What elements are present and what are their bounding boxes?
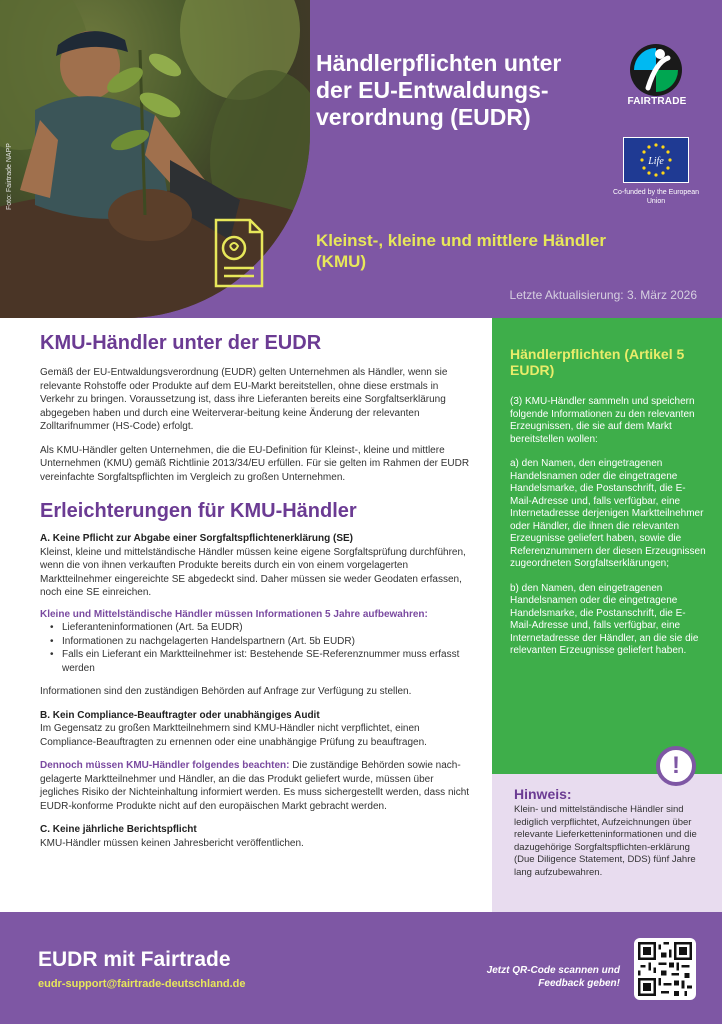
document-coin-icon xyxy=(212,218,264,288)
b-note-lead: Dennoch müssen KMU-Händler folgendes beachten: xyxy=(40,760,290,771)
header-banner xyxy=(0,0,722,318)
eu-life-logo xyxy=(623,137,689,183)
list-item: • Informationen zu nachgelagerten Handelspartnern (Art. 5b EUDR) xyxy=(48,635,470,649)
sidebar-text xyxy=(510,396,706,670)
eu-cofunded-caption: Co-funded by the European Union xyxy=(612,189,699,205)
retention-note: Informationen sind den zuständigen Behörden auf Anfrage zur Verfügung zu stellen. xyxy=(40,686,412,697)
page-title: Händlerpflichten unter der EU-Entwaldungs-verordnung (EUDR) xyxy=(316,50,562,130)
retention-heading: Kleine und Mittelständische Händler müssen Informationen 5 Jahre aufbewahren: xyxy=(40,608,428,620)
sidebar-obligations xyxy=(492,318,722,774)
qr-code-icon[interactable] xyxy=(634,938,696,1000)
main-content xyxy=(40,330,470,850)
footer-title: EUDR mit Fairtrade xyxy=(38,948,231,971)
last-update: Letzte Aktualisierung: 3. März 2026 xyxy=(509,288,697,302)
sidebar-paragraph: b) den Namen, den eingetragenen Handelsnamen oder die eingetragene Handelsmarke, die Postanschrift, die E-Mail-Adresse und, falls verfügbar, eine Internetadresse der Händler, an die sie die relevanten Erzeugnisse geliefert haben. xyxy=(510,582,699,656)
eu-life-text: Life xyxy=(648,156,664,167)
paragraph-c: KMU-Händler müssen keinen Jahresbericht veröffentlichen. xyxy=(40,837,304,849)
qr-call-to-action: Jetzt QR-Code scannen und Feedback geben! xyxy=(486,965,620,989)
paragraph-a: Kleinst, kleine und mittelständische Händler müssen keine eigene Sorgfaltsprüfung durchführen, wenn die von ihnen verkauften Produkte bereits durch ein von einem vorgelagerten Marktteilnehmer eingereichte SE abgedeckt sind. Daher müssen sie weder Geodaten erfassen, noch eine SE einreichen. xyxy=(40,546,466,598)
paragraph-b: Im Gegensatz zu großen Marktteilnehmern sind KMU-Händler nicht verpflichtet, einen Compliance-Beauftragten zu ernennen oder eine unabhängige Prüfung zu beauftragen. xyxy=(40,723,427,748)
heading-a: A. Keine Pflicht zur Abgabe einer Sorgfaltspflichtenerklärung (SE) xyxy=(40,533,354,544)
paragraph-kmu-definition: Als KMU-Händler gelten Unternehmen, die die EU-Definition für Kleinst-, kleine und mittlere Unternehmen (KMU) gemäß Richtlinie 2013/34/EU erfüllen. Für sie gelten im Rahmen der EUDR vereinfachte Sorgfaltspflichten im Vergleich zu großen Unternehmen. xyxy=(40,444,470,483)
sidebar-paragraph: a) den Namen, den eingetragenen Handelsnamen oder die eingetragene Handelsmarke, die Postanschrift, die E-Mail-Adresse und, falls verfügbar, eine Internetadresse derjenigen Marktteilnehmer oder Händler, die ihnen die relevanten Erzeugnisse geliefert haben, sowie die Referenznummern der diesen Erzeugnissen zugeordneten Sorgfaltserklärungen; xyxy=(510,458,706,569)
hint-text: Klein- und mittelständische Händler sind lediglich verpflichtet, Aufzeichnungen über relevante Lieferketteninformationen und die dazugehörige Sorgfaltspflichten-erklärung (Due Diligence Statement, DDS) fünf Jahre lang aufzubewahren. xyxy=(514,804,697,878)
hint-title: Hinweis: xyxy=(514,786,572,802)
b-note-text: Die zuständige Behörden sowie nach-gelagerte Marktteilnehmer und Händler, an die das Produkt geliefert wurde, müssen über jegliches Risiko der Nichteinhaltung informiert werden. Es muss sichergestellt werden, dass nicht EUDR-konforme Produkte nicht auf den europäischen Markt gebracht werden. xyxy=(40,760,470,812)
heading-b: B. Kein Compliance-Beauftragter oder unabhängiges Audit xyxy=(40,709,320,721)
list-item: • Lieferanteninformationen (Art. 5a EUDR) xyxy=(48,621,470,635)
sidebar-paragraph: (3) KMU-Händler sammeln und speichern folgende Informationen zu den relevanten Erzeugnissen, die sie auf dem Markt bereitstellen wollen: xyxy=(510,396,695,445)
sidebar-title: Händlerpflichten (Artikel 5 EUDR) xyxy=(510,346,685,378)
section-title-relief: Erleichterungen für KMU-Händler xyxy=(40,500,357,522)
heading-c: C. Keine jährliche Berichtspflicht xyxy=(40,824,197,835)
fairtrade-wordmark: FAIRTRADE xyxy=(627,96,687,107)
retention-list xyxy=(48,621,470,675)
exclamation-icon: ! xyxy=(656,746,696,786)
support-email-link[interactable]: eudr-support@fairtrade-deutschland.de xyxy=(38,978,246,990)
section-title-kmu: KMU-Händler unter der EUDR xyxy=(40,332,322,354)
paragraph-b-note xyxy=(40,759,470,813)
hint-box xyxy=(492,774,722,912)
footer-banner xyxy=(0,912,722,1024)
list-item: • Falls ein Lieferant ein Marktteilnehmer ist: Bestehende SE-Referenznummer muss erfasst werden xyxy=(48,648,470,675)
photo-credit: Foto: Fairtrade NAPP xyxy=(6,143,13,210)
paragraph-definition: Gemäß der EU-Entwaldungsverordnung (EUDR) gelten Unternehmen als Händler, wenn sie relevante Rohstoffe oder Produkte auf dem EU-Markt bereitstellen, ohne diese erstmals in Verkehr zu bringen. Voraussetzung ist, dass ihre Lieferanten bereits eine Sorgfaltserklärung abgegeben haben und durch eine Weiterverar-beitung keine Änderung der relevanten Zolltarifnummer (HS-Code) erfolgt. xyxy=(40,367,448,432)
page-subtitle: Kleinst-, kleine und mittlere Händler (KMU) xyxy=(316,231,607,271)
